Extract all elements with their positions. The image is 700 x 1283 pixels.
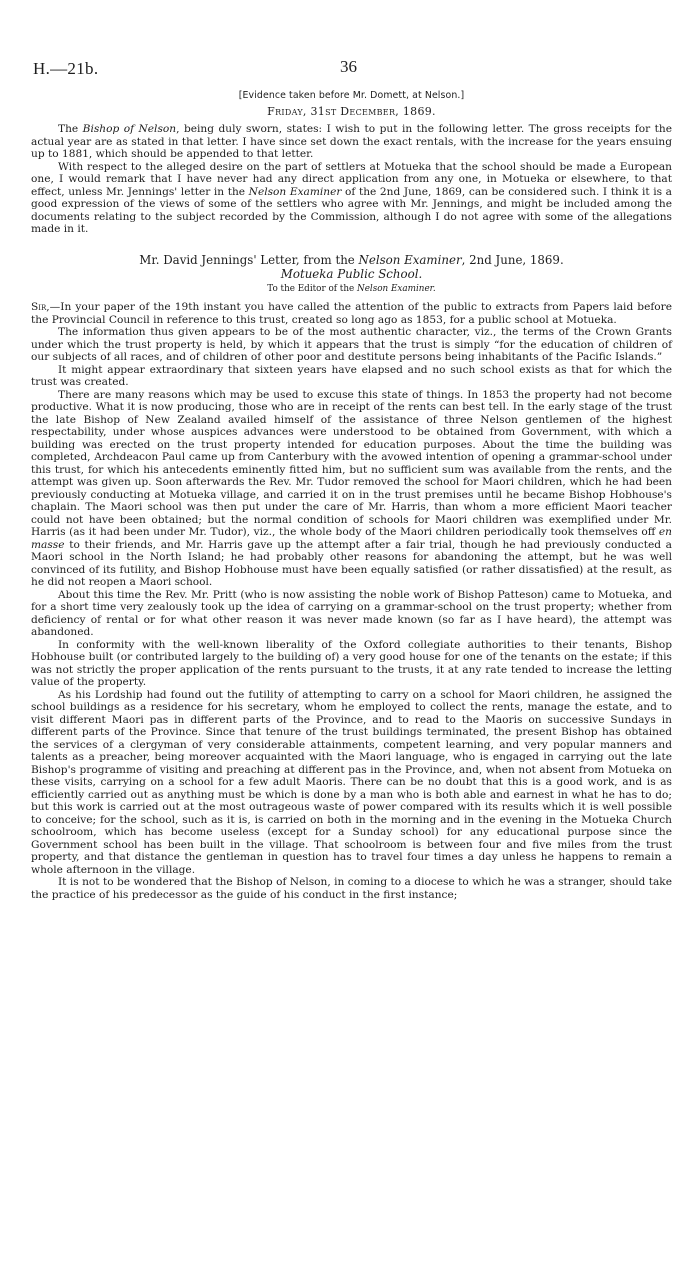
letter-paragraph-6: In conformity with the well-known liberality of the Oxford collegiate authorities to their tenants, Bishop Hobhouse built (or contributed largely to the building of) a very good house for one of the tenants on the estate; if this was not strictly the proper application of the rents pursuant to the trusts, it at any rate tended to increase the letting value of the property. — [31, 638, 672, 688]
letter-subtitle: Motueka Public School. — [280, 267, 423, 281]
date-line: Friday, 31st December, 1869. — [267, 104, 436, 118]
letter-paragraph-3: It might appear extraordinary that sixteen years have elapsed and no such school exists as that for which the trust was created. — [31, 363, 672, 388]
header-reference: H.—21b. — [33, 59, 99, 78]
letter-paragraph-7: As his Lordship had found out the futility of attempting to carry on a school for Maori children, he assigned the school buildings as a residence for his secretary, whom he employed to collect the rents, manage the estate, and to visit different Maori pas in different parts of the Province, and to read to the Maoris on successive Sundays in different parts of the Province. Since that tenure of the trust buildings terminated, the present Bishop has obtained the services of a clergyman of very considerable attainments, competent learning, and very popular manners and talents as a preacher, being moreover acquainted with the Maori language, who is engaged in carrying out the late Bishop's programme of visiting and preaching at different pas in the Province, and, when not absent from Motueka on these visits, carrying on a school for a few adult Maoris. There can be no doubt that this is a good work, and is as efficiently carried out as anything must be which is done by a man who is both able and earnest in what he has to do; but this work is carried out at the most outrageous waste of power compared with its results which it is well possible to conceive; for the school, such as it is, is carried on both in the morning and in the evening in the Motueka Church schoolroom, which has become useless (except for a Sunday school) for any educational purpose since the Government school has been built in the village. That schoolroom is between four and five miles from the trust property, and that distance the gentleman in question has to travel four times a day unless he happens to remain a whole afternoon in the village. — [31, 688, 672, 876]
evidence-note: [Evidence taken before Mr. Domett, at Nelson.] — [238, 90, 465, 101]
letter-paragraph-5: About this time the Rev. Mr. Pritt (who is now assisting the noble work of Bishop Patteson) came to Motueka, and for a short time very zealously took up the idea of carrying on a grammar-school on the trust property; whether from deficiency of rental or for what other reason it was never made known (so far as I have heard), the attempt was abandoned. — [31, 588, 672, 638]
letter-title: Mr. David Jennings' Letter, from the Nelson Examiner, 2nd June, 1869. — [139, 252, 564, 267]
intro-paragraph-2: With respect to the alleged desire on the part of settlers at Motueka that the school should be made a European one, I would remark that I have never had any direct application from any one, in Motueka or elsewhere, to that effect, unless Mr. Jennings' letter in the Nelson Examiner of the 2nd June, 1869, can be considered such. I think it is a good expression of the views of some of the settlers who agree with Mr. Jennings, and might be included among the documents relating to the subject recorded by the Commission, although I do not agree with some of the allegations made in it. — [31, 160, 672, 235]
letter-paragraph-1: Sir,—In your paper of the 19th instant you have called the attention of the public to extracts from Papers laid before the Provincial Council in reference to this trust, created so long ago as 1853, for a public school at Motueka. — [31, 301, 672, 326]
bishop-title: Bishop of Nelson — [82, 123, 177, 135]
letter-paragraph-8: It is not to be wondered that the Bishop of Nelson, in coming to a diocese to which he was a stranger, should take the practice of his predecessor as the guide of his conduct in the first instance; — [31, 876, 672, 901]
letter-paragraph-2: The information thus given appears to be of the most authentic character, viz., the terms of the Crown Grants under which the trust property is held, by which it appears that the trust is simply “for the education of children of our subjects of all races, and of children of other poor and destitute persons being inhabitants of the Pacific Islands.” — [31, 326, 672, 363]
letter-paragraph-4: There are many reasons which may be used to excuse this state of things. In 1853 the property had not become productive. What it is now producing, those who are in receipt of the rents can best tell. In the early stage of the trust the late Bishop of New Zealand availed himself of the assistance of three Nelson gentlemen of the highest respectability, under whose auspices advances were understood to be obtained from Government, with which a building was erected on the trust property intended for education purposes. About the time the building was completed, Archdeacon Paul came up from Canterbury with the avowed intention of opening a grammar-school under this trust, for which his antecedents eminently fitted him, but no sufficient sum was available from the rents, and the attempt was given up. Soon afterwards the Rev. Mr. Tudor removed the school for Maori children, which he had been previously conducting at Motueka village, and carried it on in the trust premises until he became Bishop Hobhouse's chaplain. The Maori school was then put under the care of Mr. Harris, than whom a more efficient Maori teacher could not have been obtained; but the normal condition of schools for Maori children was exemplified under Mr. Harris (as it had been under Mr. Tudor), viz., the whole body of the Maori children periodically took themselves off en masse to their friends, and Mr. Harris gave up the attempt after a fair trial, though he had previously conducted a Maori school in the North Island; he had probably other reasons for abandoning the attempt, but he was well convinced of its futility, and Bishop Hobhouse must have been equally satisfied (or rather dissatisfied) at the result, as he did not reopen a Maori school. — [31, 388, 672, 588]
page-number: 36 — [340, 57, 357, 76]
intro-paragraph-1: The Bishop of Nelson, being duly sworn, states: I wish to put in the following letter. The gross receipts for the actual year are as stated in that letter. I have since set down the exact rentals, with the increase for the years ensuing up to 1881, which should be appended to that letter. — [31, 123, 672, 160]
editor-address: To the Editor of the Nelson Examiner. — [267, 283, 436, 294]
